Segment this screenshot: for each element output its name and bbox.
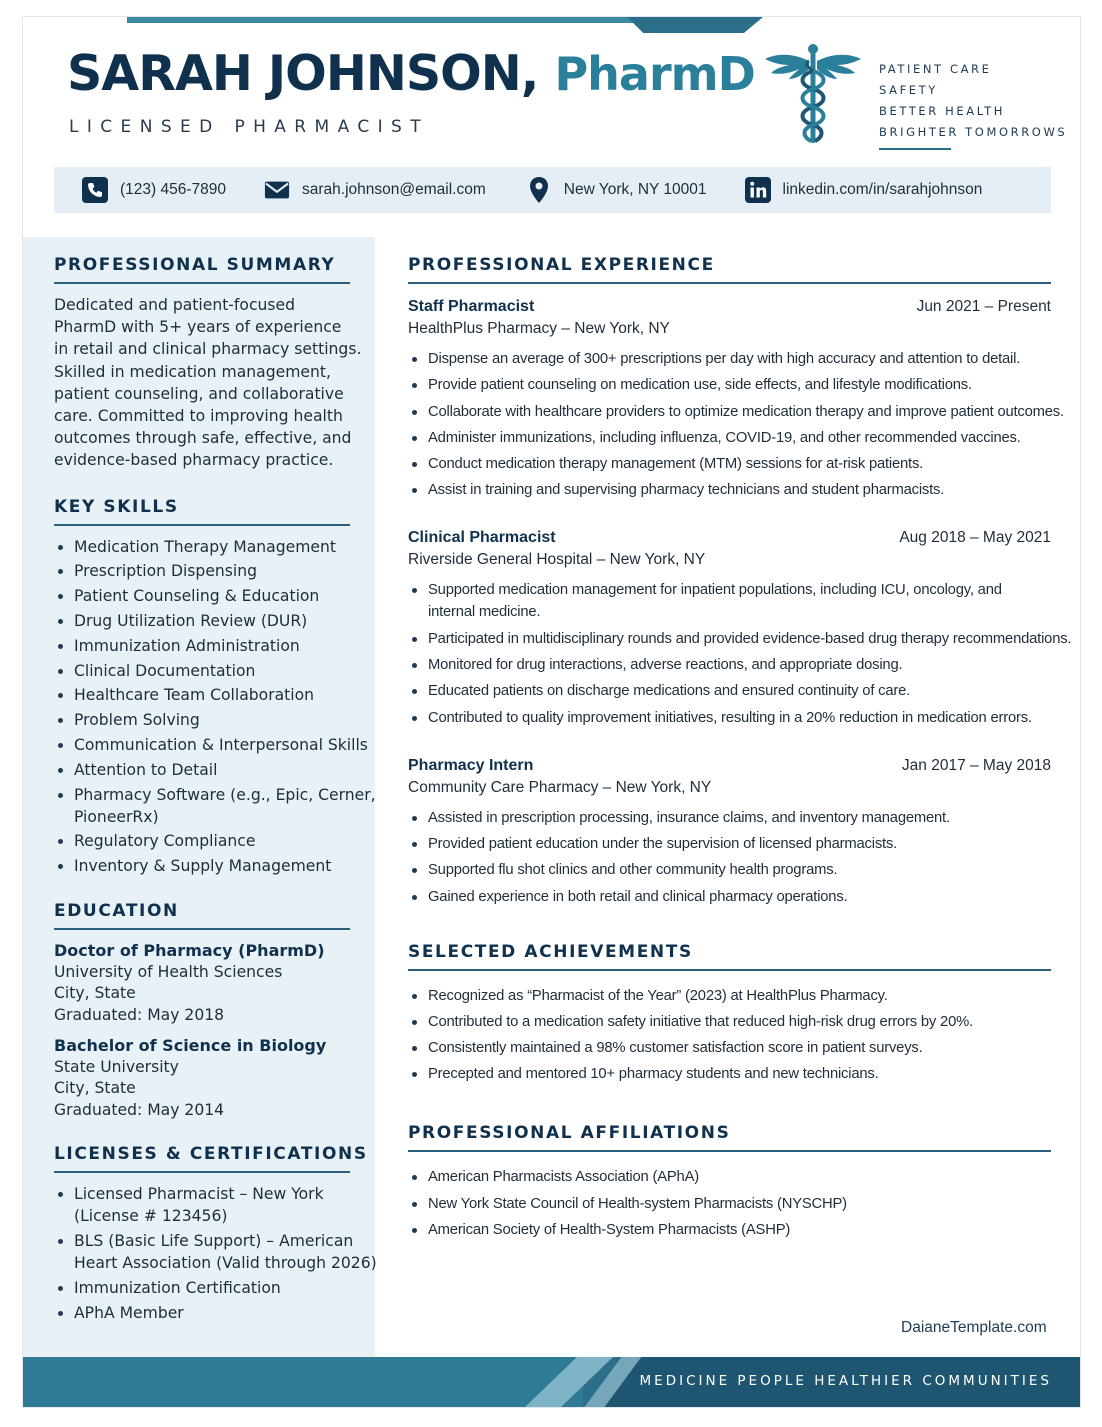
location-pin-icon: [526, 177, 552, 203]
contact-phone[interactable]: [82, 177, 226, 203]
achievements-section: [408, 942, 1051, 1086]
main-column: [408, 237, 1072, 1245]
list-item: Healthcare Team Collaboration: [54, 684, 350, 706]
location-text: New York, NY 10001: [563, 181, 707, 198]
linkedin-text: linkedin.com/in/sarahjohnson: [782, 181, 983, 198]
school: University of Health Sciences: [54, 962, 283, 981]
affiliations-list: [408, 1166, 1051, 1241]
list-item: Drug Utilization Review (DUR): [54, 610, 350, 632]
contact-location: [526, 177, 707, 203]
list-item: Gained experience in both retail and clinical pharmacy operations.: [408, 886, 1051, 908]
job-bullets: [408, 579, 1072, 728]
top-accent-stripe-dark: [627, 17, 763, 33]
list-item: Conduct medication therapy management (MTM) sessions for at-risk patients.: [408, 453, 1051, 475]
tagline-item: BETTER HEALTH: [879, 104, 1005, 118]
list-item: Pharmacy Software (e.g., Epic, Cerner, PioneerRx): [54, 784, 350, 828]
list-item: Problem Solving: [54, 709, 350, 731]
footer-band: [23, 1357, 1081, 1408]
list-item: Recognized as “Pharmacist of the Year” (2023) at HealthPlus Pharmacy.: [408, 985, 1051, 1007]
phone-icon: [82, 177, 108, 203]
section-heading: KEY SKILLS: [54, 497, 350, 526]
skills-section: [54, 496, 376, 878]
job-dates: Jan 2017 – May 2018: [901, 756, 1051, 774]
education-entry: [54, 940, 350, 1026]
summary-section: [54, 255, 362, 472]
list-item: Supported flu shot clinics and other community health programs.: [408, 859, 1051, 881]
section-heading: SELECTED ACHIEVEMENTS: [408, 942, 1051, 971]
skills-list: [54, 536, 376, 878]
contact-bar: [54, 167, 1051, 213]
school-location: City, State: [54, 1079, 136, 1098]
job-title: Staff Pharmacist: [408, 298, 535, 315]
education-section: [54, 901, 350, 1121]
list-item: Clinical Documentation: [54, 660, 350, 682]
list-item: Patient Counseling & Education: [54, 585, 350, 607]
job-title: Clinical Pharmacist: [408, 529, 556, 547]
graduation-date: Graduated: May 2014: [54, 1100, 225, 1119]
job-entry: [408, 529, 1072, 728]
graduation-date: Graduated: May 2018: [54, 1005, 225, 1024]
resume-page: [22, 16, 1081, 1408]
list-item: New York State Council of Health-system Pharmacists (NYSCHP): [408, 1193, 1051, 1215]
list-item: Assist in training and supervising pharmacy technicians and student pharmacists.: [408, 479, 1051, 501]
licenses-list: [54, 1183, 377, 1323]
list-item: Administer immunizations, including influenza, COVID-19, and other recommended vaccines.: [408, 427, 1051, 449]
job-organization: Community Care Pharmacy – New York, NY: [408, 778, 712, 796]
list-item: Consistently maintained a 98% customer satisfaction score in patient surveys.: [408, 1037, 1051, 1059]
degree: Bachelor of Science in Biology: [54, 1036, 327, 1056]
list-item: Communication & Interpersonal Skills: [54, 734, 350, 756]
list-item: Monitored for drug interactions, adverse reactions, and appropriate dosing.: [408, 654, 1051, 676]
list-item: Educated patients on discharge medications and ensured continuity of care.: [408, 680, 1051, 702]
school: State University: [54, 1057, 179, 1076]
tagline-item: PATIENT CARE: [879, 62, 992, 76]
section-heading: PROFESSIONAL AFFILIATIONS: [408, 1123, 1051, 1152]
job-organization: HealthPlus Pharmacy – New York, NY: [408, 320, 670, 337]
contact-email[interactable]: [264, 177, 486, 203]
section-heading: LICENSES & CERTIFICATIONS: [54, 1144, 350, 1173]
list-item: Medication Therapy Management: [54, 536, 350, 558]
list-item: Immunization Administration: [54, 635, 350, 657]
credential: PharmD: [554, 47, 755, 101]
list-item: APhA Member: [54, 1302, 350, 1324]
section-heading: PROFESSIONAL SUMMARY: [54, 255, 350, 284]
list-item: Regulatory Compliance: [54, 830, 350, 852]
list-item: Contributed to a medication safety initiative that reduced high-risk drug errors by 20%.: [408, 1011, 1051, 1033]
email-text: sarah.johnson@email.com: [302, 181, 486, 198]
list-item: Participated in multidisciplinary rounds and provided evidence-based drug therapy recommendations.: [408, 628, 1051, 650]
tagline: [879, 59, 1067, 143]
sidebar: [23, 237, 375, 1357]
list-item: Provide patient counseling on medication use, side effects, and lifestyle modifications.: [408, 374, 1051, 396]
job-bullets: [408, 348, 1064, 501]
email-icon: [264, 177, 290, 203]
affiliations-section: [408, 1123, 1051, 1241]
tagline-underline: [879, 148, 951, 150]
list-item: Dispense an average of 300+ prescriptions per day with high accuracy and attention to detail.: [408, 348, 1051, 370]
job-title: Pharmacy Intern: [408, 756, 534, 774]
job-entry: [408, 298, 1064, 501]
footer-tagline: MEDICINE PEOPLE HEALTHIER COMMUNITIES: [639, 1373, 1052, 1389]
school-location: City, State: [54, 984, 136, 1003]
phone-text: (123) 456-7890: [120, 181, 226, 198]
tagline-item: SAFETY: [879, 83, 938, 97]
website-link[interactable]: DaianeTemplate.com: [901, 1319, 1047, 1336]
list-item: Supported medication management for inpatient populations, including ICU, oncology, and internal medicine.: [408, 579, 1051, 623]
summary-text: Dedicated and patient-focused PharmD with 5+ years of experience in retail and clinical pharmacy settings. Skilled in medication management, patient counseling, and collaborative care. Committed to improving health outcomes through safe, effective, and evidence-based pharmacy practice.: [54, 296, 362, 470]
linkedin-icon: [745, 177, 771, 203]
list-item: Collaborate with healthcare providers to optimize medication therapy and improve patient outcomes.: [408, 401, 1051, 423]
list-item: BLS (Basic Life Support) – American Heart Association (Valid through 2026): [54, 1230, 350, 1274]
job-dates: Jun 2021 – Present: [916, 298, 1051, 315]
job-bullets: [408, 807, 1051, 908]
job-organization: Riverside General Hospital – New York, NY: [408, 551, 706, 569]
list-item: Licensed Pharmacist – New York (License # 123456): [54, 1183, 350, 1227]
list-item: Inventory & Supply Management: [54, 855, 350, 877]
contact-linkedin[interactable]: [745, 177, 983, 203]
list-item: American Pharmacists Association (APhA): [408, 1166, 1051, 1188]
section-heading: PROFESSIONAL EXPERIENCE: [408, 255, 1051, 284]
list-item: Immunization Certification: [54, 1277, 350, 1299]
education-entry: [54, 1035, 350, 1121]
list-item: American Society of Health-System Pharmacists (ASHP): [408, 1219, 1051, 1241]
list-item: Assisted in prescription processing, insurance claims, and inventory management.: [408, 807, 1051, 829]
list-item: Prescription Dispensing: [54, 560, 350, 582]
achievements-list: [408, 985, 1051, 1086]
tagline-item: BRIGHTER TOMORROWS: [879, 125, 1068, 139]
list-item: Provided patient education under the supervision of licensed pharmacists.: [408, 833, 1051, 855]
caduceus-icon: [763, 43, 863, 151]
list-item: Precepted and mentored 10+ pharmacy students and new technicians.: [408, 1063, 1051, 1085]
experience-section: [408, 255, 1072, 908]
licenses-section: [54, 1144, 377, 1323]
degree: Doctor of Pharmacy (PharmD): [54, 941, 325, 961]
list-item: Attention to Detail: [54, 759, 350, 781]
list-item: Contributed to quality improvement initiatives, resulting in a 20% reduction in medication errors.: [408, 707, 1051, 729]
section-heading: EDUCATION: [54, 901, 350, 930]
job-title-subtitle: LICENSED PHARMACIST: [69, 117, 429, 137]
candidate-name: SARAH JOHNSON, PharmD: [67, 45, 755, 102]
job-dates: Aug 2018 – May 2021: [899, 529, 1051, 547]
job-entry: [408, 757, 1051, 908]
